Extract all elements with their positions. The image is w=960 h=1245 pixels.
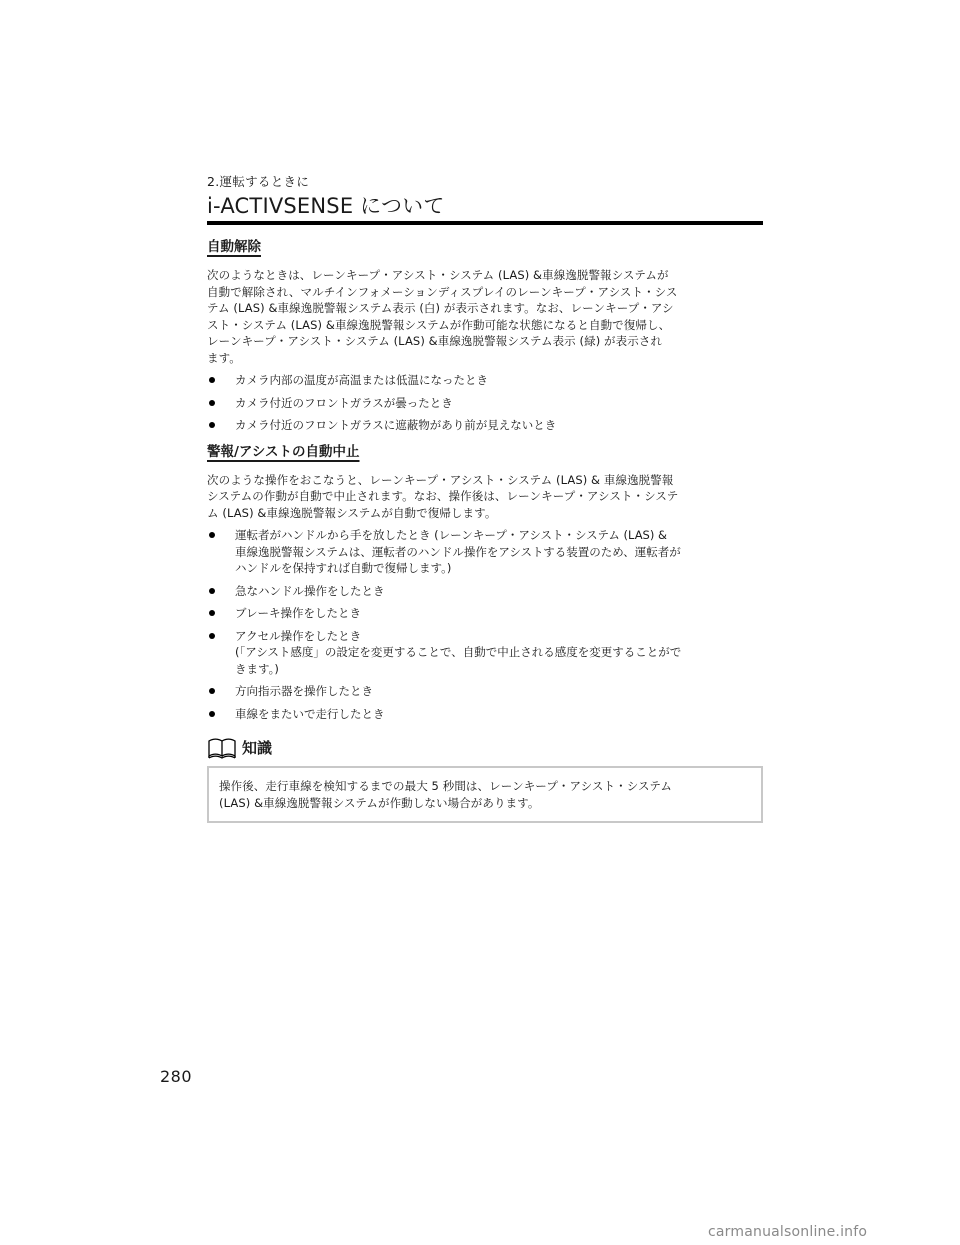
list-item [207,683,763,700]
list-item-text: 車線をまたいで走行したとき [235,706,385,721]
page-content [207,173,763,823]
paragraph-line: 次のようなときは、レーンキープ・アシスト・システム (LAS) &車線逸脱警報システムが [207,268,669,282]
list-item [207,527,763,577]
list-item-text: 急なハンドル操作をしたとき [235,583,385,598]
list-item-text: ハンドルを保持すれば自動で復帰します。) [235,561,452,575]
list-item-text: アクセル操作をしたとき [235,628,362,643]
breadcrumb: 2.運転するときに [207,174,310,189]
bullet-icon [209,633,215,639]
paragraph-line: システムの作動が自動で中止されます。なお、操作後は、レーンキープ・アシスト・システ [207,489,679,503]
list-item [207,605,763,622]
paragraph-line: 自動で解除され、マルチインフォメーションディスプレイのレーンキープ・アシスト・シス [207,284,678,299]
knowledge-box [207,766,763,823]
paragraph-line: ます。 [207,350,241,365]
bullet-list-auto-cancel [207,527,763,722]
page-number: 280 [160,1067,193,1086]
list-item-text: カメラ内部の温度が高温または低温になったとき [235,373,488,387]
list-item-text: ブレーキ操作をしたとき [235,606,362,620]
paragraph-line: 次のような操作をおこなうと、レーンキープ・アシスト・システム (LAS) & 車線逸脱警報 [207,472,674,487]
book-icon [207,737,237,759]
bullet-icon [209,400,215,406]
bullet-icon [209,588,215,594]
list-item-text: きます。) [235,661,279,676]
list-item [207,417,763,434]
list-item-text: カメラ付近のフロントガラスに遮蔽物があり前が見えないとき [235,418,557,432]
bullet-icon [209,422,215,428]
bullet-icon [209,610,215,616]
bullet-icon [209,688,215,694]
section-heading-auto-release: 自動解除 [207,239,261,255]
list-item [207,372,763,389]
knowledge-text-line: (LAS) &車線逸脱警報システムが作動しない場合があります。 [219,795,540,810]
knowledge-label: 知識 [242,739,273,757]
bullet-icon [209,711,215,717]
list-item [207,628,763,678]
list-item [207,583,763,600]
list-item [207,706,763,723]
watermark: carmanualsonline.info [708,1224,868,1240]
page-title: i-ACTIVSENSE について [207,194,445,218]
bullet-list-auto-release [207,372,763,434]
bullet-icon [209,377,215,383]
list-item-text: 車線逸脱警報システムは、運転者のハンドル操作をアシストする装置のため、運転者が [235,544,681,559]
section-paragraph-auto-release [207,267,763,366]
list-item-text: カメラ付近のフロントガラスが曇ったとき [235,395,453,410]
knowledge-text-line: 操作後、走行車線を検知するまでの最大 5 秒間は、レーンキープ・アシスト・システム [219,779,672,793]
list-item-text: (「アシスト感度」の設定を変更することで、自動で中止される感度を変更することがで [235,645,682,659]
list-item [207,395,763,412]
bullet-icon [209,532,215,538]
paragraph-line: スト・システム (LAS) &車線逸脱警報システムが作動可能な状態になると自動で復帰し、 [207,317,671,332]
section-heading-auto-cancel: 警報/アシストの自動中止 [207,443,360,460]
list-item-text: 方向指示器を操作したとき [235,684,373,698]
list-item-text: 運転者がハンドルから手を放したとき (レーンキープ・アシスト・システム (LAS) & [235,528,667,542]
section-paragraph-auto-cancel [207,472,763,522]
paragraph-line: ム (LAS) &車線逸脱警報システムが自動で復帰します。 [207,505,497,520]
paragraph-line: テム (LAS) &車線逸脱警報システム表示 (白) が表示されます。なお、レーンキープ・アシ [207,301,674,315]
knowledge-heading [207,736,763,760]
paragraph-line: レーンキープ・アシスト・システム (LAS) &車線逸脱警報システム表示 (緑) が表示され [207,334,663,348]
